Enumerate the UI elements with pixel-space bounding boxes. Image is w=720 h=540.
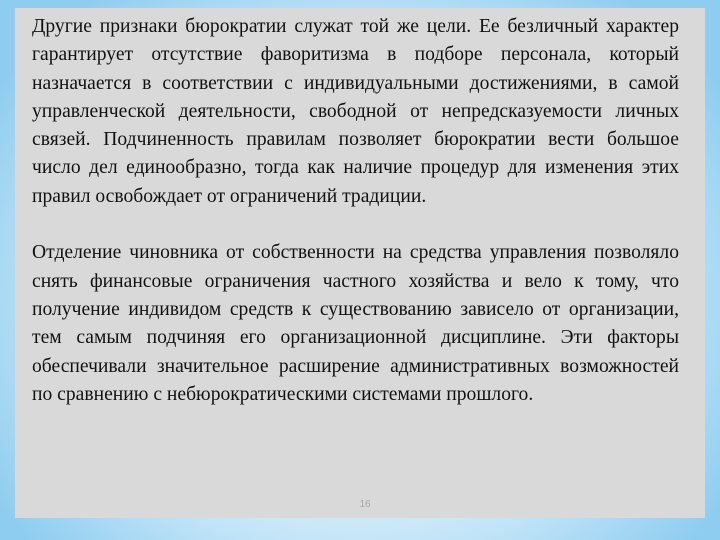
slide-number: 16 [359, 499, 371, 510]
paragraph-1: Другие признаки бюрократии служат той же цели. Ее безличный характер гарантирует отсутствие фаворитизма в подборе персонала, который назначается в соответствии с индивидуальными достижениями, в самой управленческой деятельности, свободной от непредсказуемости личных связей. Подчиненность правилам позволяет бюрократии вести большое число дел единообразно, тогда как наличие процедур для изменения этих правил освобождает от ограничений традиции. [32, 16, 679, 207]
paragraph-2: Отделение чиновника от собственности на средства управления позволяло снять финансовые ограничения частного хозяйства и вело к тому, что получение индивидом средств к существованию зависело от организации, тем самым подчиняя его организационной дисциплине. Эти факторы обеспечивали значительное расширение административных возможностей по сравнению с небюрократическими системами прошлого. [32, 242, 679, 405]
slide-body [32, 13, 679, 409]
